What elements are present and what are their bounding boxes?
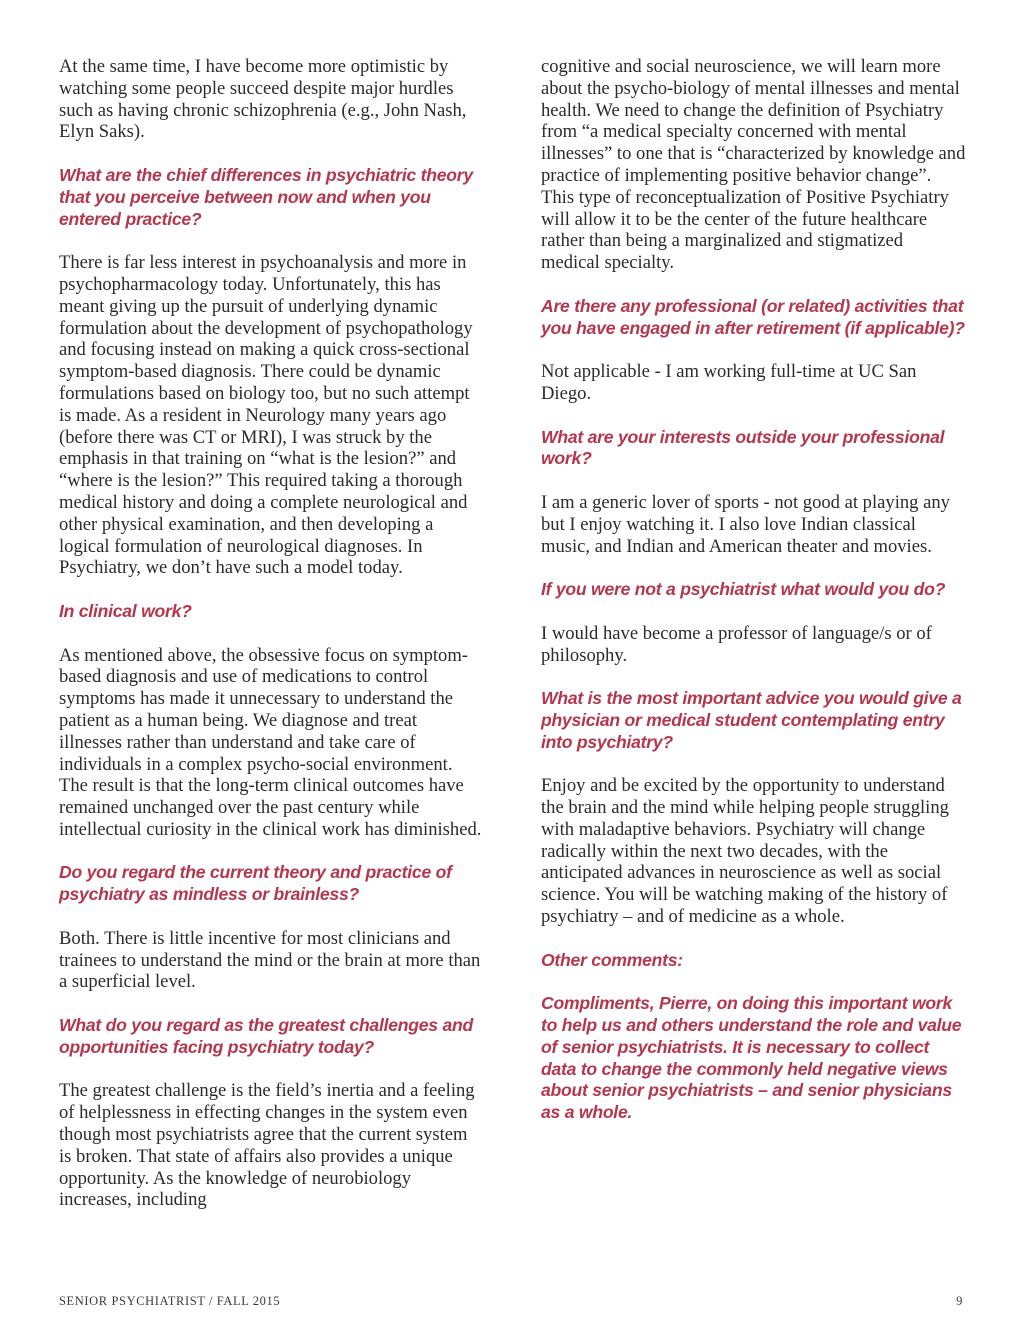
interview-question: Are there any professional (or related) activities that you have engaged in after retirement (if applicable)? (541, 295, 965, 338)
interview-question: Other comments: (541, 949, 683, 970)
closing-comment: Compliments, Pierre, on doing this important work to help us and others understand the role and value of senior psychiatrists. It is necessary to collect data to change the commonly held negative views about senior psychiatrists – and senior physicians as a whole. (541, 993, 962, 1123)
interview-question: What are the chief differences in psychiatric theory that you perceive between now and when you entered practice? (59, 164, 473, 229)
interview-question: What do you regard as the greatest challenges and opportunities facing psychiatry today? (59, 1015, 474, 1057)
answer-paragraph: Not applicable - I am working full-time at UC San Diego. (541, 361, 917, 404)
interview-question: Do you regard the current theory and practice of psychiatry as mindless or brainless? (59, 862, 452, 905)
answer-paragraph: cognitive and social neuroscience, we will learn more about the psycho-biology of mental illnesses and mental health. We need to change the definition of Psychiatry from “a medical specialty concerned with mental illnesses” to one that is “characterized by knowledge and practice of implementing positive behavior change”. This type of reconceptualization of Positive Psychiatry will allow it to be the center of the future healthcare rather than being a marginalized and stigmatized medical specialty. (541, 56, 966, 274)
footer-publication: SENIOR PSYCHIATRIST / FALL 2015 (59, 1294, 281, 1308)
interview-question: In clinical work? (59, 600, 192, 621)
right-column (541, 56, 966, 1146)
answer-paragraph: At the same time, I have become more optimistic by watching some people succeed despite major hurdles such as having chronic schizophrenia (e.g., John Nash, Elyn Saks). (59, 56, 467, 143)
interview-question: If you were not a psychiatrist what would you do? (541, 579, 946, 600)
answer-paragraph: There is far less interest in psychoanalysis and more in psychopharmacology today. Unfortunately, this has meant giving up the pursuit of underlying dynamic formulation about the development of psychopathology and focusing instead on making a quick cross-sectional symptom-based diagnosis. There could be dynamic formulations based on biology too, but no such attempt is made. As a resident in Neurology many years ago (before there was CT or MRI), I was struck by the emphasis in that training on “what is the lesion?” and “where is the lesion?” This required taking a thorough medical history and doing a complete neurological and other physical examination, and then developing a logical formulation of neurological diagnoses. In Psychiatry, we don’t have such a model today. (59, 252, 473, 579)
answer-paragraph: Both. There is little incentive for most clinicians and trainees to understand the mind or the brain at more than a superficial level. (59, 927, 481, 993)
answer-paragraph: Enjoy and be excited by the opportunity to understand the brain and the mind while helping people struggling with maladaptive behaviors. Psychiatry will change radically within the next two decades, with the anticipated advances in neuroscience as well as social science. You will be watching making of the history of psychiatry – and of medicine as a whole. (541, 775, 949, 928)
page-number: 9 (956, 1294, 963, 1308)
left-column (59, 56, 484, 1233)
answer-paragraph: I am a generic lover of sports - not good at playing any but I enjoy watching it. I also love Indian classical music, and Indian and American theater and movies. (541, 491, 950, 557)
interview-question: What is the most important advice you would give a physician or medical student contemplating entry into psychiatry? (541, 688, 962, 752)
answer-paragraph: As mentioned above, the obsessive focus on symptom-based diagnosis and use of medications to control symptoms has made it unnecessary to understand the patient as a human being. We diagnose and treat illnesses rather than understand and take care of individuals in a complex psycho-social environment. The result is that the long-term clinical outcomes have remained unchanged over the past century while intellectual curiosity in the clinical work has diminished. (59, 644, 482, 840)
answer-paragraph: The greatest challenge is the field’s inertia and a feeling of helplessness in effecting changes in the system even though most psychiatrists agree that the current system is broken. That state of affairs also provides a unique opportunity. As the knowledge of neurobiology increases, including (59, 1080, 475, 1211)
answer-paragraph: I would have become a professor of language/s or of philosophy. (541, 622, 932, 666)
interview-question: What are your interests outside your professional work? (541, 426, 945, 469)
